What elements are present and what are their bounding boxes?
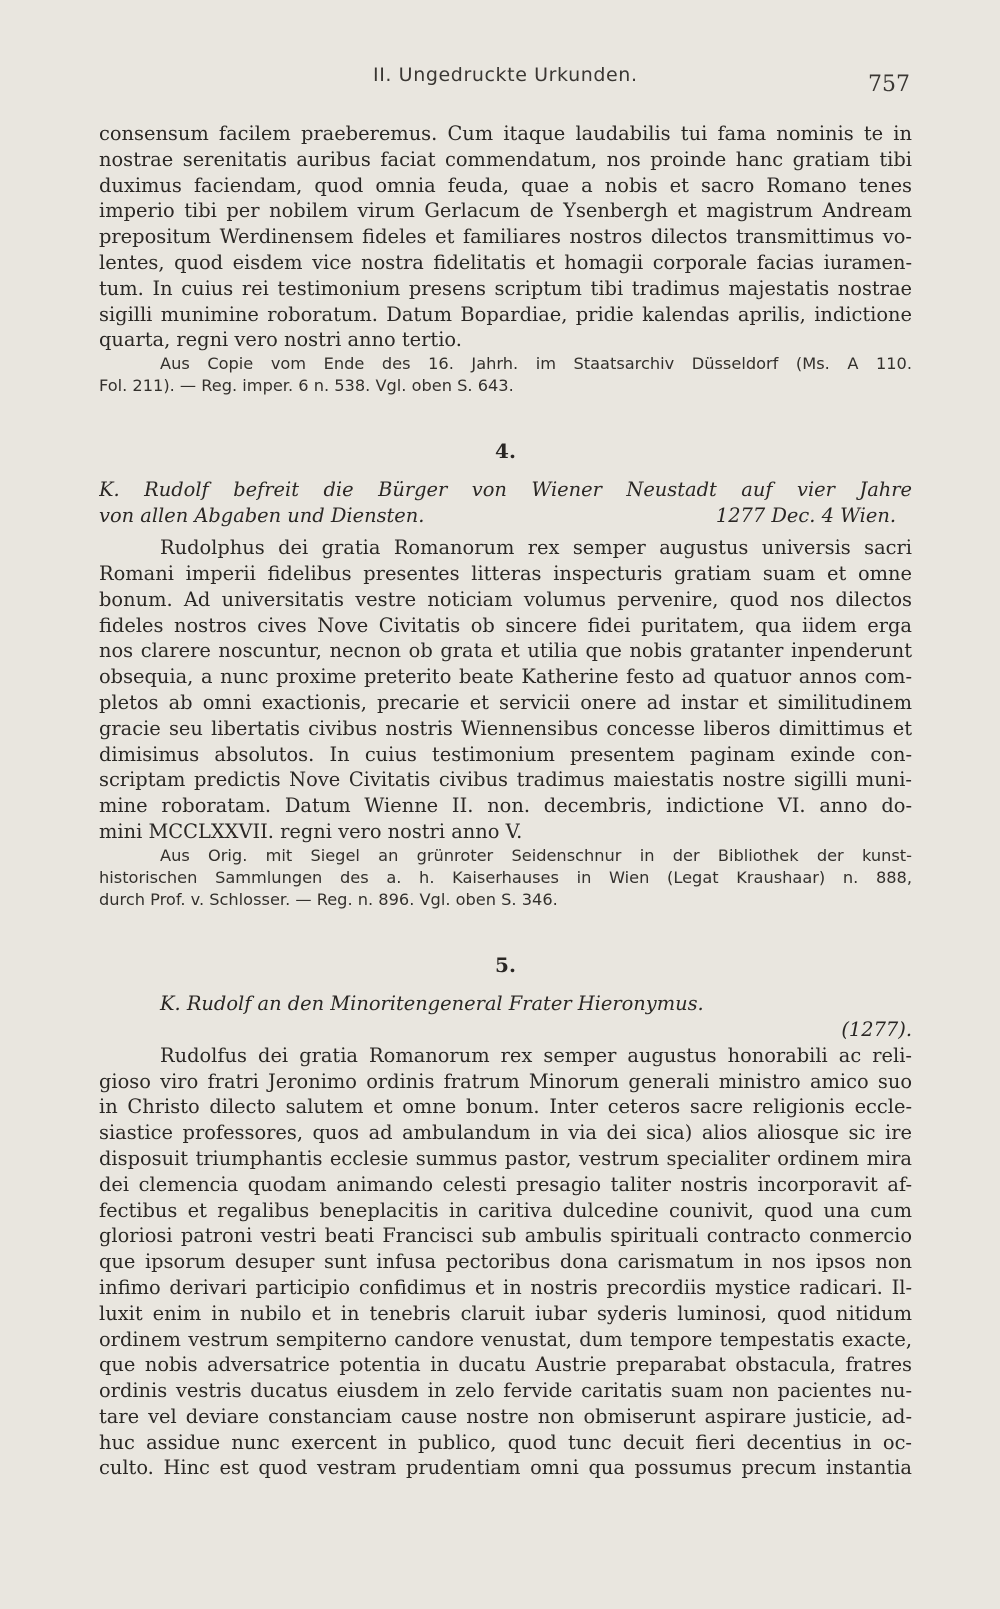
text-line: disposuit triumphantis ecclesie summus pastor, vestrum specialiter ordinem mira [99,1146,912,1170]
text-line: que ipsorum desuper sunt infusa pectoribus dona carismatum in nos ipsos non [99,1250,912,1274]
text-line: consensum facilem praeberemus. Cum itaque laudabilis tui fama nominis te in [99,122,912,145]
document-3-text [99,121,912,353]
text-line: culto. Hinc est quod vestram prudentiam omni qua possumus precum instantia [99,1456,912,1480]
text-line: in Christo dilecto salutem et omne bonum. Inter ceteros sacre religionis eccle- [99,1095,912,1119]
page-header [0,62,1000,102]
text-line: ordinem vestrum sempiterno candore venustat, dum tempore tempestatis exacte, [99,1327,912,1351]
document-4-heading-line2: von allen Abgaben und Diensten. [99,504,425,528]
document-4-heading-dateline [99,503,912,529]
document-4-source-note [99,845,912,911]
text-line: gracie seu libertatis civibus nostris Wiennensibus concesse liberos dimittimus et [99,716,912,740]
text-line: Rudolphus dei gratia Romanorum rex semper augustus universis sacri [160,536,912,560]
text-line: infimo derivari participio confidimus et in nostris precordiis mystice radicari. Il- [99,1275,912,1299]
text-line: prepositum Werdinensem fideles et familiares nostros dilectos transmittimus vo- [99,225,912,249]
text-line: obsequia, a nunc proxime preterito beate Katherine festo ad quatuor annos com- [99,665,912,689]
document-4-date: 1277 Dec. 4 Wien. [715,504,896,528]
text-line: fideles nostros cives Nove Civitatis ob sincere fidei puritatem, qua iidem erga [99,613,912,637]
document-5-number: 5. [495,952,516,977]
text-line: lentes, quod eisdem vice nostra fidelitatis et homagii corporale facias iuramen- [99,250,912,274]
document-4-number: 4. [495,439,516,464]
note-line: durch Prof. v. Schlosser. — Reg. n. 896. Vgl. oben S. 346. [99,889,558,909]
text-line: siastice professores, quos ad ambulandum in via dei sica) alios aliosque sic ire [99,1121,912,1145]
document-4-heading: K. Rudolf befreit die Bürger von Wiener Neustadt auf vier Jahre [99,478,912,502]
text-line: bonum. Ad universitatis vestre noticiam volumus pervenire, quod nos dilectos [99,587,912,611]
text-line: duximus faciendam, quod omnia feuda, quae a nobis et sacro Romano tenes [99,173,912,197]
text-line: ordinis vestris ducatus eiusdem in zelo fervide caritatis suam non pacientes nu- [99,1379,912,1403]
text-line: que nobis adversatrice potentia in ducatu Austrie preparabat obstacula, fratres [99,1353,912,1377]
note-line: Fol. 211). — Reg. imper. 6 n. 538. Vgl. oben S. 643. [99,376,514,396]
note-line: historischen Sammlungen des a. h. Kaiserhauses in Wien (Legat Kraushaar) n. 888, [99,867,912,887]
text-line: quarta, regni vero nostri anno tertio. [99,328,462,352]
text-line: gloriosi patroni vestri beati Francisci sub ambulis spirituali contracto conmercio [99,1224,912,1248]
text-line: mini MCCLXXVII. regni vero nostri anno V. [99,819,523,843]
text-line: mine roboratam. Datum Wienne II. non. decembris, indictione VI. anno do- [99,794,912,818]
text-line: huc assidue nunc exercent in publico, quod tunc decuit fieri decentius in oc- [99,1430,912,1454]
text-line: fectibus et regalibus beneplacitis in caritiva dulcedine counivit, quod una cum [99,1198,912,1222]
document-5-heading: K. Rudolf an den Minoritengeneral Frater Hieronymus. [160,991,704,1015]
text-line: nostrae serenitatis auribus faciat commendatum, nos proinde hanc gratiam tibi [99,147,912,171]
page-number: 757 [868,72,910,97]
text-line: dimisimus absolutos. In cuius testimonium presentem paginam exinde con- [99,742,912,766]
document-5-text [99,1043,912,1482]
text-line: dei clemencia quodam animando celesti presagio taliter nostris incorporavit af- [99,1172,912,1196]
text-line: luxit enim in nubilo et in tenebris claruit iubar syderis luminosi, quod nitidum [99,1301,912,1325]
text-line: sigilli munimine roboratum. Datum Bopardiae, pridie kalendas aprilis, indictione [99,302,912,326]
text-line: imperio tibi per nobilem virum Gerlacum de Ysenbergh et magistrum Andream [99,199,912,223]
document-5-date: (1277). [841,1017,912,1041]
running-title: II. Ungedruckte Urkunden. [373,64,638,86]
document-3-source-note [99,353,912,397]
text-line: pletos ab omni exactionis, precarie et servicii onere ad instar et similitudinem [99,690,912,714]
text-line: nos clarere noscuntur, necnon ob grata et utilia que nobis gratanter inpenderunt [99,639,912,663]
text-line: tare vel deviare constanciam cause nostre non obmiserunt aspirare justicie, ad- [99,1404,912,1428]
text-line: Romani imperii fidelibus presentes litteras inspecturis gratiam suam et omne [99,561,912,585]
text-line: tum. In cuius rei testimonium presens scriptum tibi tradimus majestatis nostrae [99,276,912,300]
text-line: gioso viro fratri Jeronimo ordinis fratrum Minorum generali ministro amico suo [99,1069,912,1093]
document-4-text [99,535,912,845]
note-line: Aus Orig. mit Siegel an grünroter Seidenschnur in der Bibliothek der kunst- [160,845,912,865]
text-line: Rudolfus dei gratia Romanorum rex semper augustus honorabili ac reli- [160,1043,912,1067]
page-content [99,121,912,1481]
note-line: Aus Copie vom Ende des 16. Jahrh. im Staatsarchiv Düsseldorf (Ms. A 110. [160,354,912,374]
text-line: scriptam predictis Nove Civitatis civibus tradimus maiestatis nostre sigilli muni- [99,768,912,792]
